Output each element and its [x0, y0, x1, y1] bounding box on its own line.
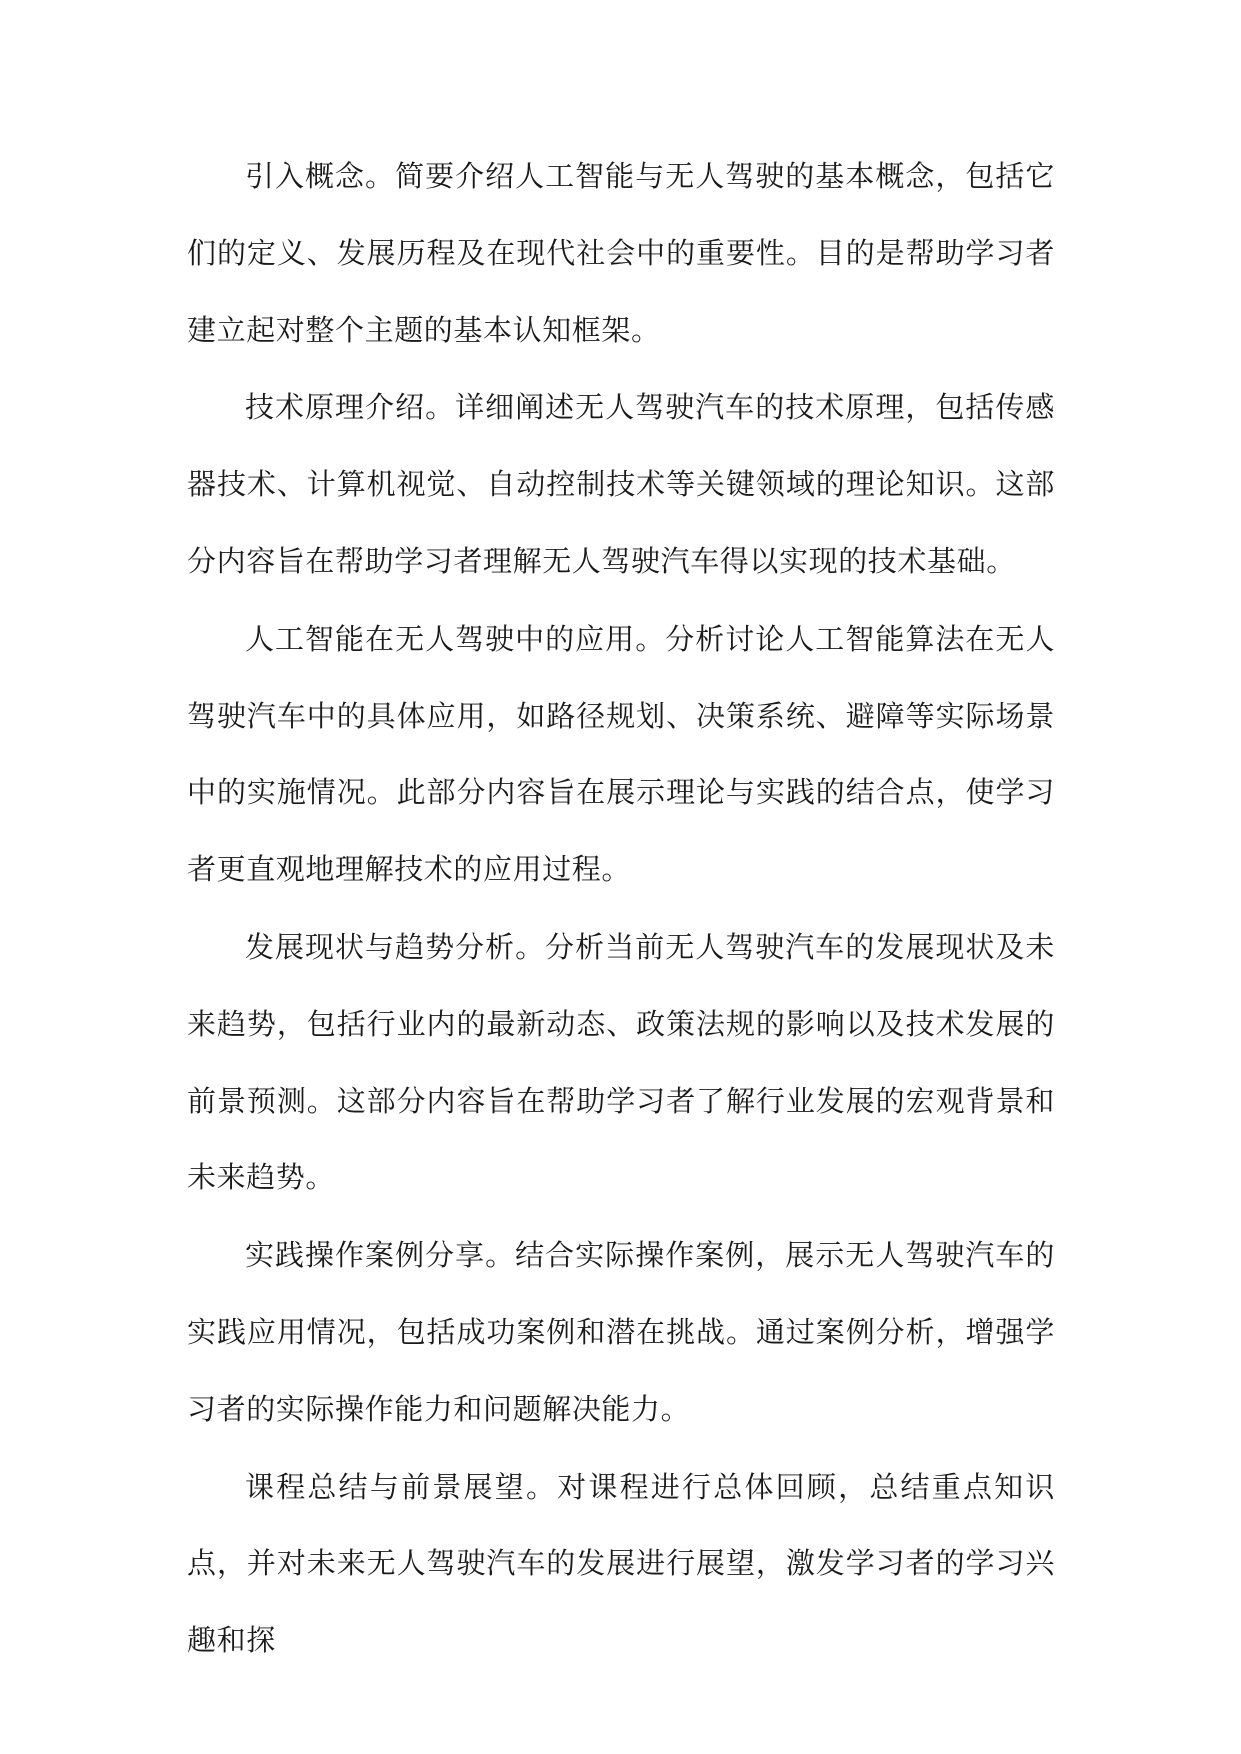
paragraph-intro-concepts: 引入概念。简要介绍人工智能与无人驾驶的基本概念，包括它们的定义、发展历程及在现代社会中的重要性。目的是帮助学习者建立起对整个主题的基本认知框架。 — [187, 159, 1055, 347]
paragraph-technical-principles: 技术原理介绍。详细阐述无人驾驶汽车的技术原理，包括传感器技术、计算机视觉、自动控制技术等关键领域的理论知识。这部分内容旨在帮助学习者理解无人驾驶汽车得以实现的技术基础。 — [187, 390, 1055, 578]
paragraph-status-trends: 发展现状与趋势分析。分析当前无人驾驶汽车的发展现状及未来趋势，包括行业内的最新动态、政策法规的影响以及技术发展的前景预测。这部分内容旨在帮助学习者了解行业发展的宏观背景和未来趋势。 — [187, 929, 1055, 1195]
document-body — [187, 138, 1055, 1679]
paragraph-case-studies: 实践操作案例分享。结合实际操作案例，展示无人驾驶汽车的实践应用情况，包括成功案例和潜在挑战。通过案例分析，增强学习者的实际操作能力和问题解决能力。 — [187, 1238, 1055, 1426]
paragraph-ai-applications: 人工智能在无人驾驶中的应用。分析讨论人工智能算法在无人驾驶汽车中的具体应用，如路径规划、决策系统、避障等实际场景中的实施情况。此部分内容旨在展示理论与实践的结合点，使学习者更直观地理解技术的应用过程。 — [187, 621, 1055, 887]
paragraph-summary-outlook: 课程总结与前景展望。对课程进行总体回顾，总结重点知识点，并对未来无人驾驶汽车的发展进行展望，激发学习者的学习兴趣和探 — [187, 1469, 1055, 1658]
